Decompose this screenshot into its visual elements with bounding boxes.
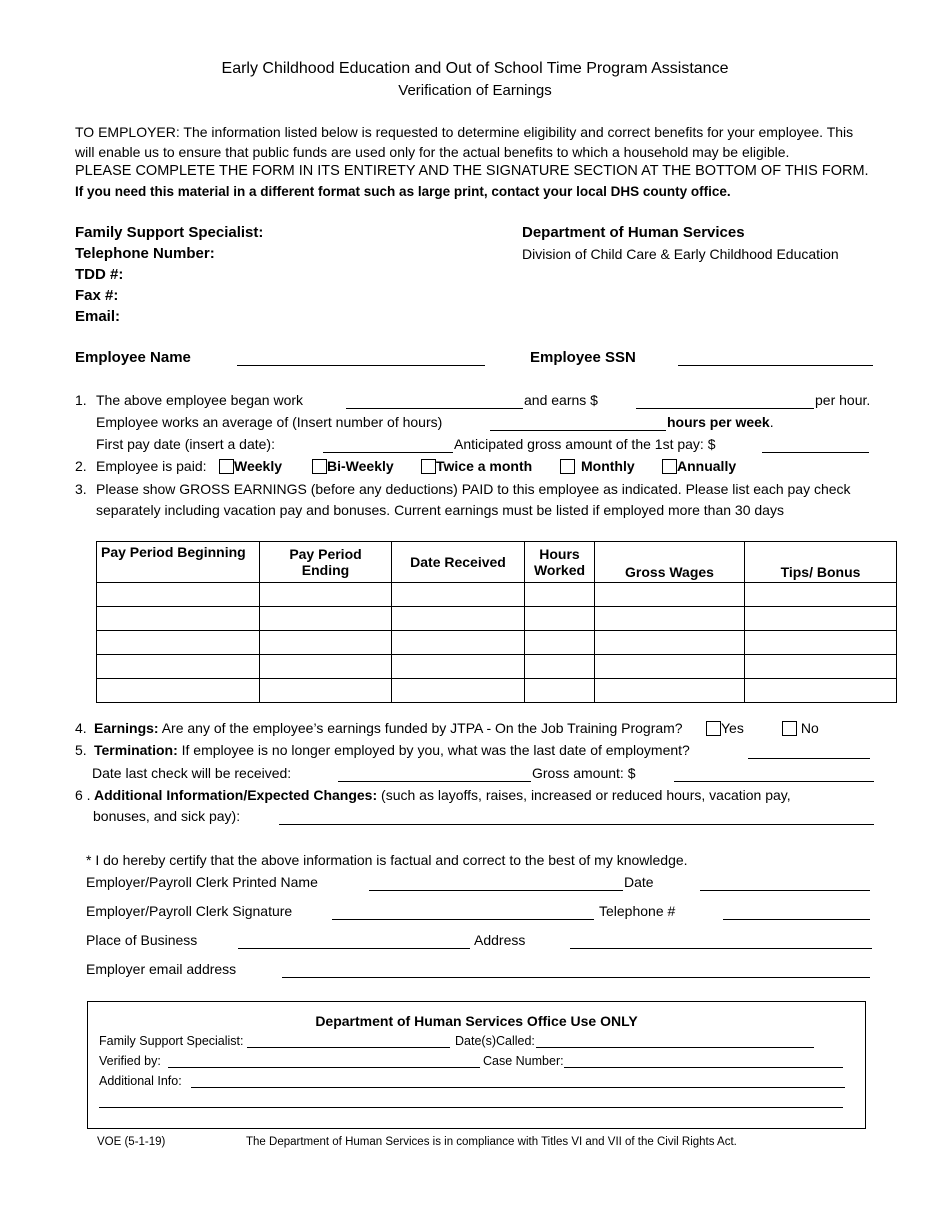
jtpa-yes-label: Yes — [721, 720, 744, 736]
table-row — [97, 607, 897, 631]
case-number-field[interactable] — [564, 1055, 843, 1068]
paid-label: Employee is paid: — [96, 458, 207, 474]
table-cell[interactable] — [525, 655, 595, 679]
email-label: Email: — [75, 308, 121, 325]
col-pay-period-beginning: Pay Period Beginning — [97, 542, 260, 583]
q1-per-hour-label: per hour. — [815, 392, 871, 408]
hours-per-week-field[interactable] — [490, 417, 666, 431]
signature-label: Employer/Payroll Clerk Signature — [86, 903, 293, 919]
annually-checkbox[interactable] — [662, 459, 677, 474]
last-check-date-field[interactable] — [338, 768, 531, 782]
verified-by-label: Verified by: — [99, 1054, 161, 1068]
jtpa-no-label: No — [800, 720, 819, 736]
signature-field[interactable] — [332, 906, 594, 920]
compliance-note: The Department of Human Services is in compliance with Titles VI and VII of the Civil Rights Act. — [246, 1136, 737, 1148]
fax-label: Fax #: — [75, 287, 119, 304]
table-cell[interactable] — [525, 631, 595, 655]
q1-average-label: Employee works an average of (Insert number of hours) — [96, 414, 443, 430]
table-cell[interactable] — [392, 607, 525, 631]
table-cell[interactable] — [745, 583, 897, 607]
table-cell[interactable] — [745, 631, 897, 655]
table-cell[interactable] — [525, 583, 595, 607]
printed-name-field[interactable] — [369, 877, 623, 891]
employee-ssn-field[interactable] — [678, 352, 873, 366]
jtpa-question: Are any of the employee’s earnings funded by JTPA - On the Job Training Program? — [161, 720, 683, 736]
table-cell[interactable] — [745, 607, 897, 631]
earnings-table — [96, 541, 897, 703]
table-cell[interactable] — [595, 607, 745, 631]
table-cell[interactable] — [745, 679, 897, 703]
table-cell[interactable] — [595, 631, 745, 655]
intro-line-2: will enable us to ensure that public funds are used only for the actual benefits to which a household may be eligible. — [75, 144, 790, 160]
termination-question: If employee is no longer employed by you, what was the last date of employment? — [181, 742, 690, 758]
certify-statement: * I do hereby certify that the above information is factual and correct to the best of my knowledge. — [86, 852, 688, 868]
table-row — [97, 655, 897, 679]
table-cell[interactable] — [97, 583, 260, 607]
employee-ssn-label: Employee SSN — [530, 349, 636, 366]
q1-number: 1. — [75, 392, 87, 408]
q3-line-1: Please show GROSS EARNINGS (before any deductions) PAID to this employee as indicated. Please list each pay check — [96, 481, 851, 497]
table-cell[interactable] — [595, 583, 745, 607]
hours-period: . — [769, 414, 774, 430]
twice-month-checkbox[interactable] — [421, 459, 436, 474]
cert-date-label: Date — [624, 874, 654, 890]
biweekly-label: Bi-Weekly — [327, 458, 394, 474]
q6-number: 6 . — [75, 787, 91, 803]
q4-number: 4. — [75, 720, 87, 736]
table-cell[interactable] — [525, 607, 595, 631]
intro-line-3: PLEASE COMPLETE THE FORM IN ITS ENTIRETY AND THE SIGNATURE SECTION AT THE BOTTOM OF THIS FORM. — [75, 163, 869, 179]
printed-name-label: Employer/Payroll Clerk Printed Name — [86, 874, 318, 890]
form-id: VOE (5-1-19) — [97, 1136, 166, 1148]
weekly-label: Weekly — [234, 458, 282, 474]
table-cell[interactable] — [260, 631, 392, 655]
earnings-label: Earnings: — [94, 720, 159, 736]
employer-email-field[interactable] — [282, 964, 870, 978]
intro-line-1: TO EMPLOYER: The information listed below is requested to determine eligibility and correct benefits for your employee. This — [75, 124, 854, 140]
weekly-checkbox[interactable] — [219, 459, 234, 474]
table-cell[interactable] — [595, 679, 745, 703]
col-hours-worked: Hours Worked — [525, 542, 595, 583]
tdd-label: TDD #: — [75, 266, 124, 283]
dates-called-field[interactable] — [536, 1035, 814, 1048]
anticipated-label: Anticipated gross amount of the 1st pay: $ — [454, 436, 716, 452]
last-employment-date-field[interactable] — [748, 745, 870, 759]
anticipated-amount-field[interactable] — [762, 439, 869, 453]
table-cell[interactable] — [392, 679, 525, 703]
col-gross-wages: Gross Wages — [595, 542, 745, 583]
additional-info-field[interactable] — [279, 811, 874, 825]
biweekly-checkbox[interactable] — [312, 459, 327, 474]
table-cell[interactable] — [260, 583, 392, 607]
table-row — [97, 679, 897, 703]
form-subtitle: Verification of Earnings — [398, 82, 552, 99]
last-check-label: Date last check will be received: — [92, 765, 292, 781]
table-cell[interactable] — [97, 655, 260, 679]
employee-name-label: Employee Name — [75, 349, 191, 366]
case-number-label: Case Number: — [483, 1054, 564, 1068]
table-cell[interactable] — [392, 631, 525, 655]
table-cell[interactable] — [595, 655, 745, 679]
jtpa-yes-checkbox[interactable] — [706, 721, 721, 736]
division-name: Division of Child Care & Early Childhood Education — [522, 246, 839, 262]
additional-info-question: (such as layoffs, raises, increased or reduced hours, vacation pay, — [381, 787, 791, 803]
table-cell[interactable] — [525, 679, 595, 703]
col-pay-period-ending: Pay Period Ending — [260, 542, 392, 583]
monthly-label: Monthly — [581, 458, 635, 474]
gross-amount-field[interactable] — [674, 768, 874, 782]
col-tips-bonus: Tips/ Bonus — [745, 542, 897, 583]
annually-label: Annually — [677, 458, 737, 474]
q1-began-label: The above employee began work — [96, 392, 304, 408]
additional-info-label: Additional Information/Expected Changes: — [94, 787, 378, 803]
table-row — [97, 631, 897, 655]
employer-email-label: Employer email address — [86, 961, 237, 977]
office-use-title: Department of Human Services Office Use ONLY — [315, 1013, 638, 1029]
telephone-label: Telephone Number: — [75, 245, 215, 262]
cert-date-field[interactable] — [700, 877, 870, 891]
table-cell[interactable] — [260, 607, 392, 631]
hours-per-week-label: hours per week — [667, 414, 770, 430]
office-specialist-label: Family Support Specialist: — [99, 1034, 244, 1048]
specialist-label: Family Support Specialist: — [75, 224, 264, 241]
address-label: Address — [474, 932, 526, 948]
intro-line-4: If you need this material in a different format such as large print, contact your local DHS county office. — [75, 184, 731, 199]
place-of-business-field[interactable] — [238, 935, 470, 949]
office-additional-field-2[interactable] — [99, 1095, 843, 1108]
jtpa-no-checkbox[interactable] — [782, 721, 797, 736]
office-additional-field[interactable] — [191, 1075, 845, 1088]
table-cell[interactable] — [97, 631, 260, 655]
q5-number: 5. — [75, 742, 87, 758]
verified-by-field[interactable] — [168, 1055, 480, 1068]
cert-telephone-label: Telephone # — [599, 903, 676, 919]
table-cell[interactable] — [260, 655, 392, 679]
termination-label: Termination: — [94, 742, 178, 758]
gross-amount-label: Gross amount: $ — [532, 765, 636, 781]
table-cell[interactable] — [745, 655, 897, 679]
cert-telephone-field[interactable] — [723, 906, 870, 920]
table-cell[interactable] — [392, 583, 525, 607]
office-additional-label: Additional Info: — [99, 1074, 182, 1088]
table-cell[interactable] — [97, 607, 260, 631]
q3-line-2: separately including vacation pay and bonuses. Current earnings must be listed if employed more than 30 days — [96, 502, 784, 518]
hourly-rate-field[interactable] — [636, 395, 814, 409]
form-title: Early Childhood Education and Out of School Time Program Assistance — [221, 60, 729, 77]
first-pay-date-field[interactable] — [323, 439, 453, 453]
twice-month-label: Twice a month — [436, 458, 533, 474]
monthly-checkbox[interactable] — [560, 459, 575, 474]
place-of-business-label: Place of Business — [86, 932, 198, 948]
table-cell[interactable] — [260, 679, 392, 703]
table-cell[interactable] — [97, 679, 260, 703]
first-pay-label: First pay date (insert a date): — [96, 436, 275, 452]
address-field[interactable] — [570, 935, 872, 949]
department-name: Department of Human Services — [522, 224, 745, 241]
office-use-box — [87, 1001, 866, 1129]
q6-line-2: bonuses, and sick pay): — [93, 808, 241, 824]
table-row — [97, 583, 897, 607]
dates-called-label: Date(s)Called: — [455, 1034, 535, 1048]
table-cell[interactable] — [392, 655, 525, 679]
q2-number: 2. — [75, 458, 87, 474]
q3-number: 3. — [75, 481, 87, 497]
office-specialist-field[interactable] — [247, 1035, 450, 1048]
employee-name-field[interactable] — [237, 352, 485, 366]
col-date-received: Date Received — [392, 542, 525, 583]
q1-earns-label: and earns $ — [524, 392, 598, 408]
start-date-field[interactable] — [346, 395, 523, 409]
